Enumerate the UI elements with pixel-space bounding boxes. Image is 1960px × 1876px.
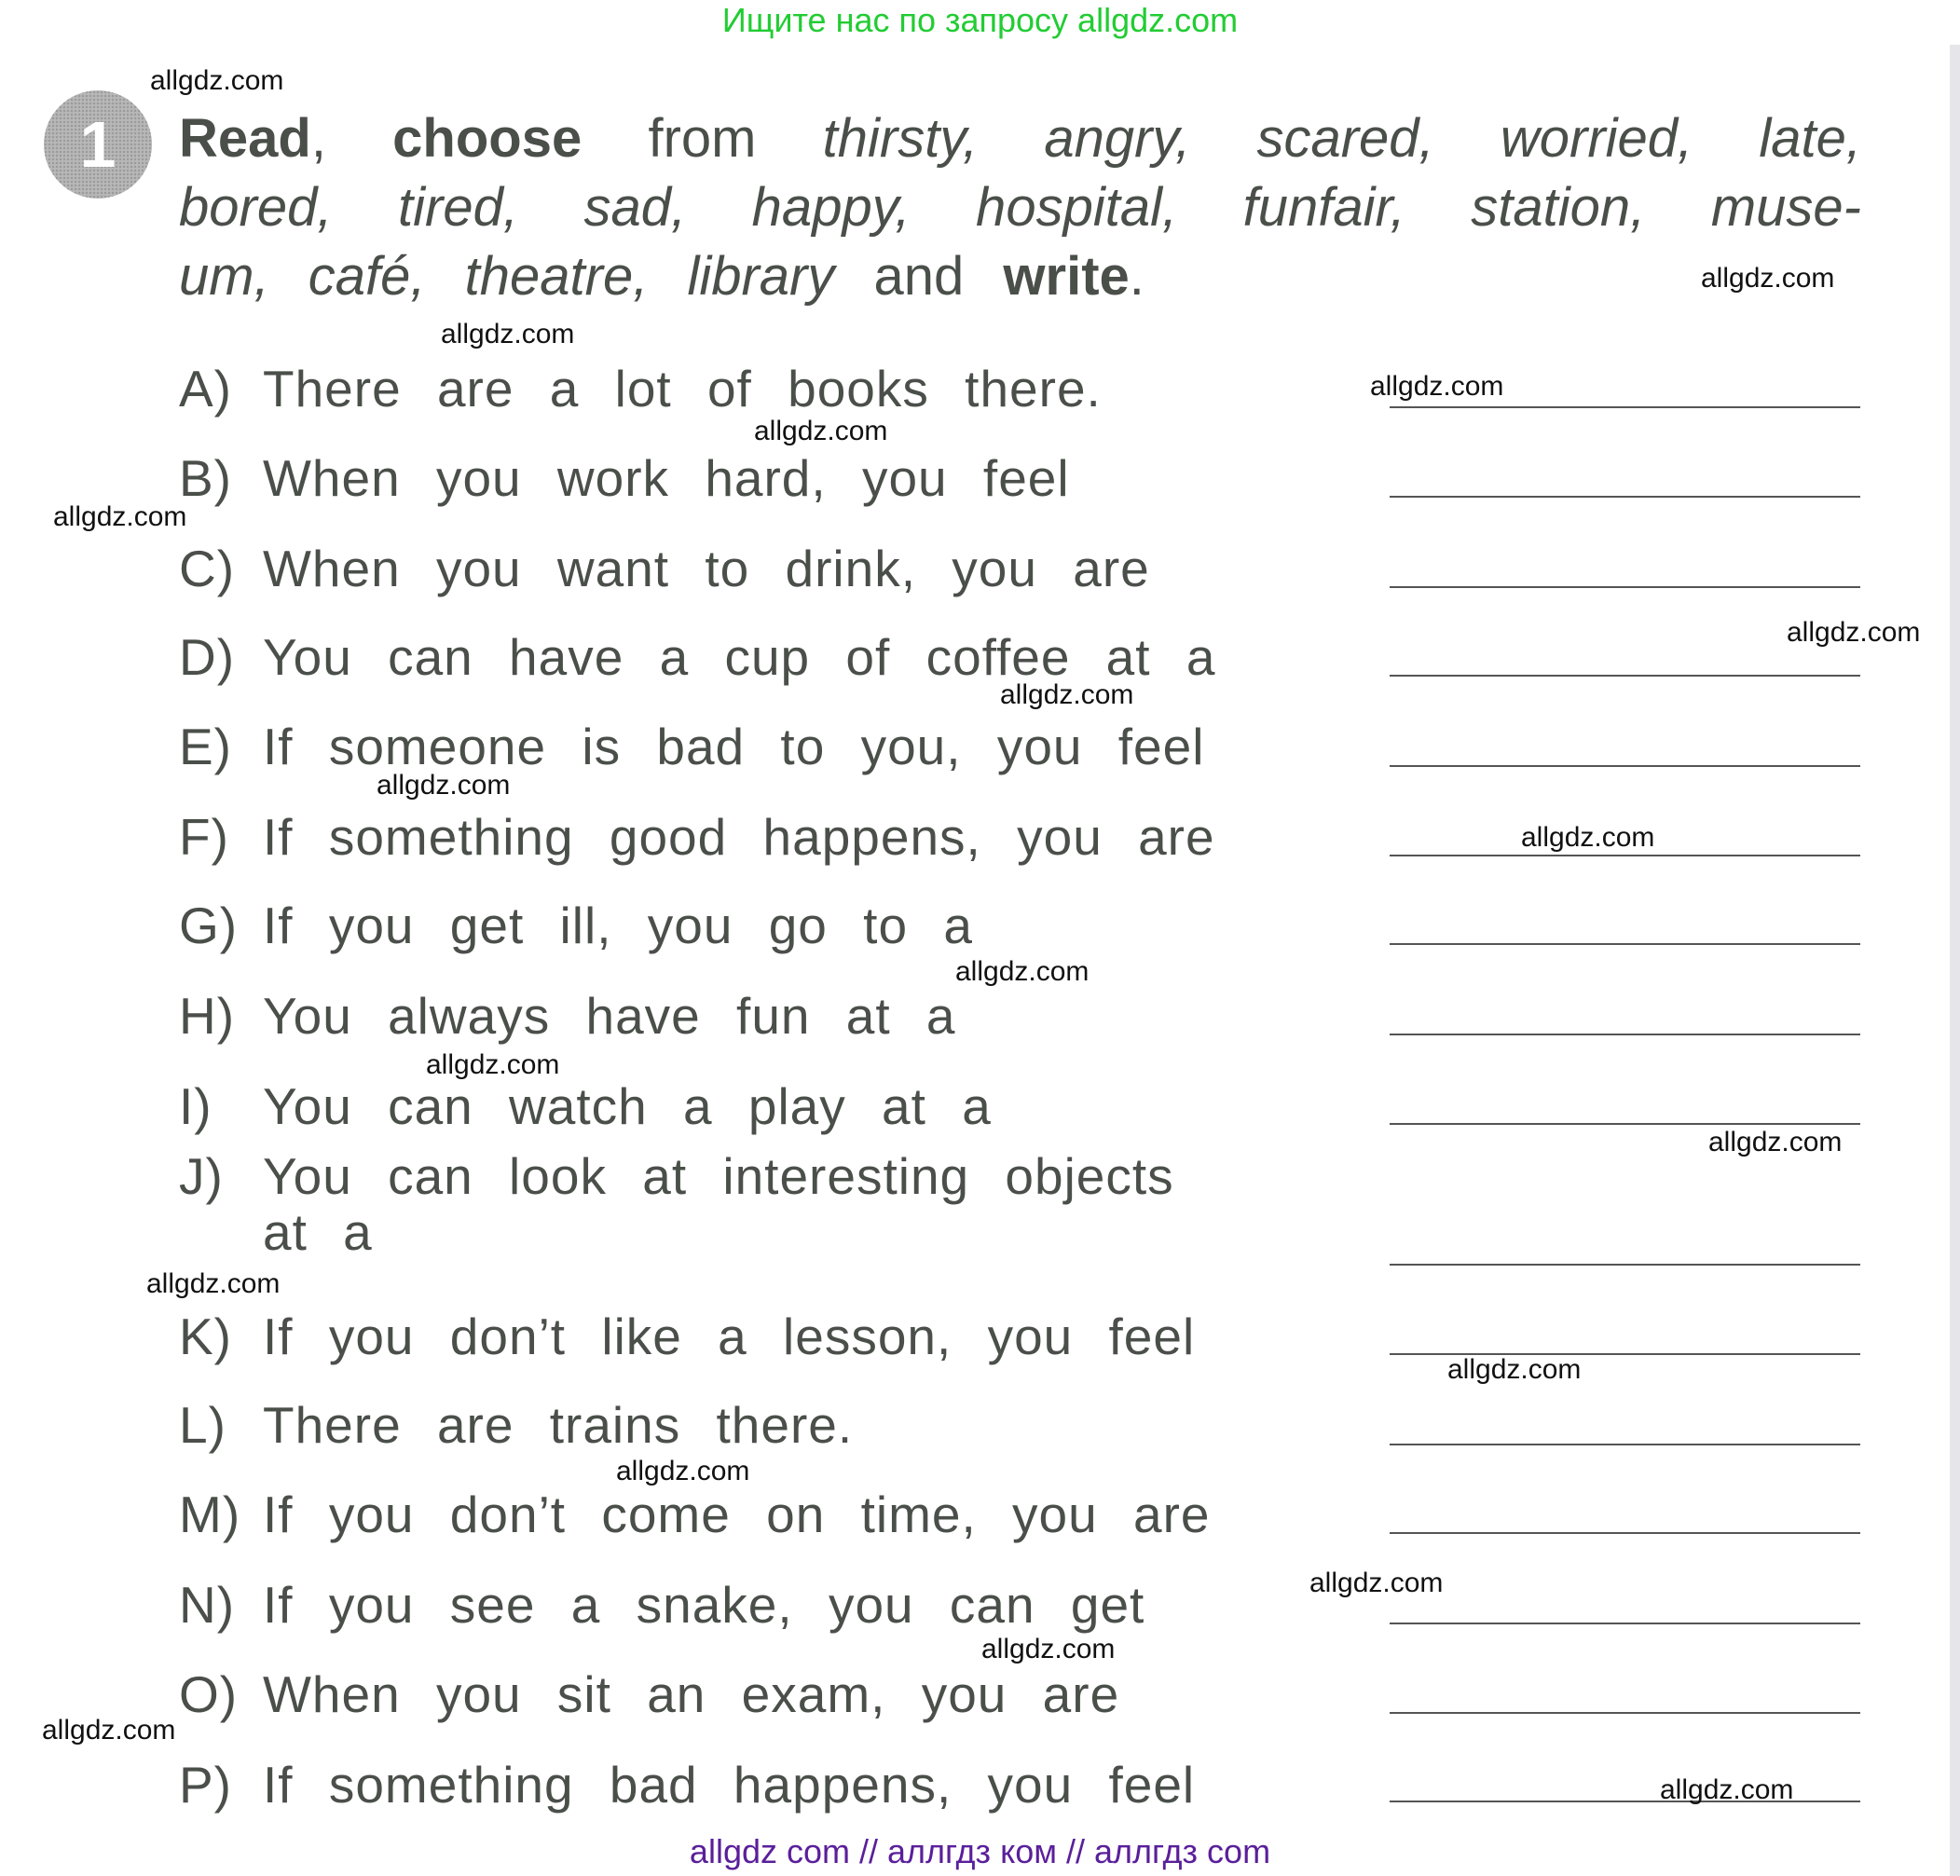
answer-line-h[interactable] bbox=[1390, 1034, 1860, 1035]
item-i: I) You can watch a play at a bbox=[179, 1077, 992, 1135]
watermark: allgdz.com bbox=[1370, 371, 1504, 402]
answer-line-g[interactable] bbox=[1390, 943, 1860, 945]
item-j: J) You can look at interesting objects at a bbox=[179, 1147, 1174, 1261]
instruction-write: write bbox=[1003, 246, 1130, 307]
answer-line-b[interactable] bbox=[1390, 496, 1860, 498]
word-list-line3: um, café, theatre, library bbox=[179, 246, 835, 307]
watermark: allgdz.com bbox=[1309, 1568, 1444, 1598]
watermark: allgdz.com bbox=[441, 319, 575, 349]
answer-line-d[interactable] bbox=[1390, 675, 1860, 677]
watermark: allgdz.com bbox=[616, 1456, 750, 1486]
item-o: O) When you sit an exam, you are bbox=[179, 1665, 1120, 1723]
item-b: B) When you work hard, you feel bbox=[179, 449, 1070, 507]
exercise-number-badge: 1 bbox=[44, 90, 152, 199]
item-g: G) If you get ill, you go to a bbox=[179, 897, 973, 954]
item-c: C) When you want to drink, you are bbox=[179, 540, 1150, 597]
watermark: allgdz.com bbox=[150, 65, 284, 96]
item-a: A) There are a lot of books there. bbox=[179, 360, 1102, 418]
answer-line-m[interactable] bbox=[1390, 1532, 1860, 1534]
item-h: H) You always have fun at a bbox=[179, 987, 956, 1045]
watermark: allgdz.com bbox=[377, 770, 511, 801]
word-list-line1: thirsty, angry, scared, worried, late, bbox=[822, 108, 1861, 169]
watermark: allgdz.com bbox=[1447, 1354, 1582, 1385]
answer-line-f[interactable] bbox=[1390, 855, 1860, 856]
instruction-choose: choose bbox=[392, 108, 583, 169]
item-l: L) There are trains there. bbox=[179, 1396, 854, 1454]
watermark: allgdz.com bbox=[1787, 617, 1921, 648]
watermark: allgdz.com bbox=[53, 501, 187, 532]
watermark: allgdz.com bbox=[42, 1715, 176, 1746]
answer-line-i[interactable] bbox=[1390, 1123, 1860, 1125]
answer-line-a[interactable] bbox=[1390, 406, 1860, 408]
page-edge-shadow bbox=[1950, 45, 1960, 1876]
watermark: allgdz.com bbox=[146, 1268, 281, 1299]
item-k: K) If you don’t like a lesson, you feel bbox=[179, 1308, 1196, 1365]
watermark: allgdz.com bbox=[981, 1634, 1116, 1664]
top-banner: Ищите нас по запросу allgdz.com bbox=[721, 1, 1239, 39]
answer-line-c[interactable] bbox=[1390, 586, 1860, 588]
watermark: allgdz.com bbox=[426, 1049, 560, 1080]
item-e: E) If someone is bad to you, you feel bbox=[179, 718, 1205, 775]
watermark: allgdz.com bbox=[1701, 263, 1835, 294]
answer-line-l[interactable] bbox=[1390, 1444, 1860, 1445]
watermark: allgdz.com bbox=[1521, 822, 1655, 853]
answer-line-n[interactable] bbox=[1390, 1623, 1860, 1624]
item-d: D) You can have a cup of coffee at a bbox=[179, 628, 1216, 686]
watermark: allgdz.com bbox=[1660, 1774, 1794, 1805]
item-m: M) If you don’t come on time, you are bbox=[179, 1486, 1211, 1543]
watermark: allgdz.com bbox=[754, 416, 888, 446]
watermark: allgdz.com bbox=[1000, 679, 1134, 710]
watermark: allgdz.com bbox=[955, 956, 1090, 987]
item-n: N) If you see a snake, you can get bbox=[179, 1576, 1145, 1634]
item-p: P) If something bad happens, you feel bbox=[179, 1756, 1196, 1814]
word-list-line2: bored, tired, sad, happy, hospital, funfair, station, muse- bbox=[179, 177, 1861, 238]
answer-line-e[interactable] bbox=[1390, 765, 1860, 767]
answer-line-o[interactable] bbox=[1390, 1712, 1860, 1714]
answer-line-j[interactable] bbox=[1390, 1264, 1860, 1266]
instruction-read: Read bbox=[179, 108, 311, 169]
item-f: F) If something good happens, you are bbox=[179, 808, 1215, 866]
bottom-banner: allgdz com // аллгдз ком // аллгдз com bbox=[689, 1832, 1271, 1870]
exercise-instruction: Read, choose from thirsty, angry, scared, worried, late, bored, tired, sad, happy, hospital, funfair, station, muse- um, café, theatre, library and write. bbox=[179, 108, 1861, 307]
watermark: allgdz.com bbox=[1708, 1127, 1843, 1157]
